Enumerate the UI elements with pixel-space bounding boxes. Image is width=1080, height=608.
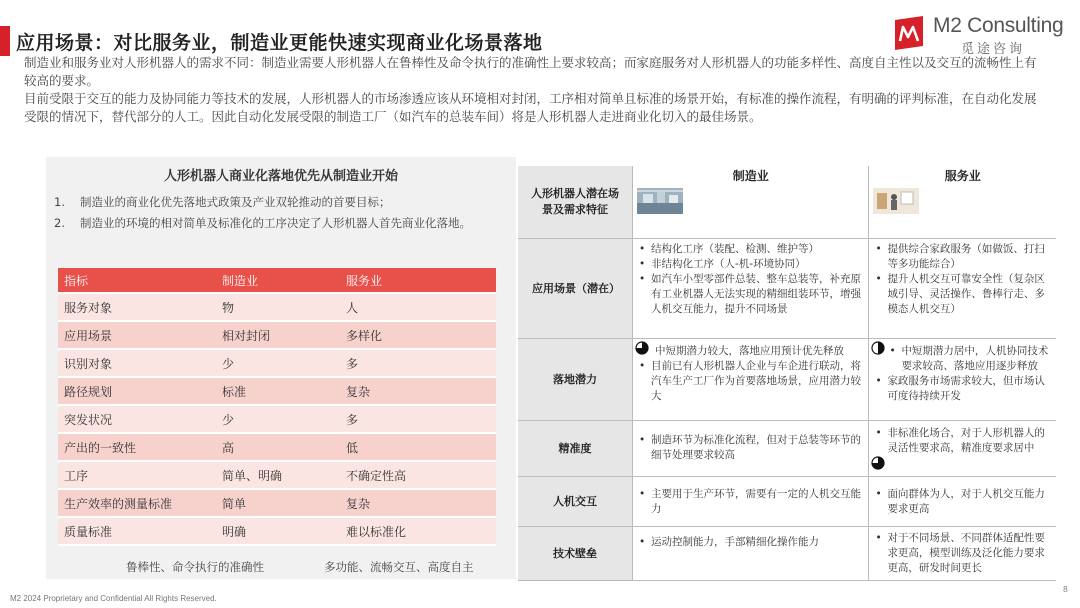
harvey-ball-icon: [871, 341, 885, 355]
service-summary: 多功能、流畅交互、高度自主: [324, 560, 474, 574]
left-panel-points: [54, 192, 509, 234]
left-panel-title: 人形机器人商业化落地优先从制造业开始: [163, 169, 398, 184]
home-service-image-icon: [873, 188, 919, 214]
column-header-manufacturing: [633, 166, 869, 239]
list-item: • 非结构化工序（人-机-环境协同）: [637, 257, 864, 272]
table-cell: 突发状况: [58, 405, 216, 433]
table-cell: 工序: [58, 461, 216, 489]
list-item: • 运动控制能力，手部精细化操作能力: [637, 535, 864, 550]
table-row: [518, 527, 1056, 581]
table-cell: 人: [340, 293, 496, 321]
table-cell: 简单: [216, 489, 340, 517]
table-row: [58, 517, 496, 545]
table-cell: 少: [216, 349, 340, 377]
table-row: [58, 293, 496, 321]
list-item: • 如汽车小型零部件总装、整车总装等，补充原有工业机器人无法实现的精细组装环节，增强人机交互能力，提升不同场景: [637, 272, 864, 317]
list-item: • 结构化工序（装配、检测、维护等）: [637, 242, 864, 257]
table-header-row: [58, 268, 496, 293]
table-cell: 多: [340, 405, 496, 433]
scenario-table: [518, 166, 1056, 581]
table-cell: 质量标准: [58, 517, 216, 545]
page-number: 8: [1062, 585, 1068, 594]
table-cell: 少: [216, 405, 340, 433]
list-item: [54, 213, 509, 234]
row-label: 应用场景（潜在）: [518, 239, 633, 339]
list-item: • 非标准化场合，对于人形机器人的灵活性要求高，精准度要求居中: [873, 426, 1052, 456]
list-item: • 目前已有人形机器人企业与车企进行联动，将汽车生产工厂作为首要落地场景，应用潜力较大: [637, 359, 864, 404]
manufacturing-summary: 鲁棒性、命令执行的准确性: [126, 560, 264, 574]
column-title: 制造业: [732, 169, 769, 183]
left-panel: [46, 157, 516, 579]
table-cell: [633, 239, 869, 339]
table-cell: [633, 421, 869, 477]
point-number: 1.: [54, 195, 65, 209]
table-cell: [869, 239, 1056, 339]
table-cell: 难以标准化: [340, 517, 496, 545]
list-item: 中短期潜力较大，落地应用预计优先释放: [655, 345, 844, 357]
table-row: [518, 477, 1056, 527]
table-cell: 简单、明确: [216, 461, 340, 489]
column-header: 服务业: [340, 268, 496, 293]
column-header: 指标: [58, 268, 216, 293]
table-cell: 路径规划: [58, 377, 216, 405]
table-cell: [869, 339, 1056, 421]
point-text: 制造业的商业化优先落地式政策及产业双轮推动的首要目标；: [80, 195, 391, 209]
table-row: [58, 461, 496, 489]
table-header-row: [518, 166, 1056, 239]
logo-chinese-name: 觅途咨询: [961, 42, 1026, 57]
list-item: • 提升人机交互可靠安全性（复杂区域引导、灵活操作、鲁棒行走、多模态人机交互）: [873, 272, 1052, 317]
table-row: [58, 489, 496, 517]
intro-paragraph-1: 制造业和服务业对人形机器人的需求不同：制造业需要人形机器人在鲁棒性及命令执行的准确性上要求较高；而家庭服务对人形机器人的功能多样性、高度自主性以及交互的流畅性上有较高的要求。: [24, 55, 1037, 88]
table-cell: 生产效率的测量标准: [58, 489, 216, 517]
table-cell: 明确: [216, 517, 340, 545]
title-accent-bar: [0, 26, 10, 56]
table-cell: 标准: [216, 377, 340, 405]
column-header-service: [869, 166, 1056, 239]
table-row: [518, 239, 1056, 339]
table-cell: [633, 477, 869, 527]
point-text: 制造业的环境的相对简单及标准化的工序决定了人形机器人首先商业化落地。: [80, 216, 471, 230]
factory-image-icon: [637, 188, 683, 214]
table-row: [58, 349, 496, 377]
table-cell: 低: [340, 433, 496, 461]
table-row: [58, 377, 496, 405]
table-cell: 应用场景: [58, 321, 216, 349]
list-item: • 提供综合家政服务（如做饭、打扫等多功能综合）: [873, 242, 1052, 272]
table-cell: 服务对象: [58, 293, 216, 321]
table-row: [58, 321, 496, 349]
row-label: 落地潜力: [518, 339, 633, 421]
list-item: • 对于不同场景、不同群体适配性要求更高，模型训练及泛化能力要求更高，研发时间更长: [873, 531, 1052, 576]
list-item: • 主要用于生产环节，需要有一定的人机交互能力: [637, 487, 864, 517]
column-header: 制造业: [216, 268, 340, 293]
comparison-table: [58, 268, 496, 546]
table-cell: [633, 527, 869, 581]
intro-text: [24, 54, 1044, 126]
table-cell: [869, 527, 1056, 581]
harvey-ball-icon: [635, 341, 649, 355]
table-cell: 复杂: [340, 377, 496, 405]
table-cell: 相对封闭: [216, 321, 340, 349]
table-cell: 产出的一致性: [58, 433, 216, 461]
table-cell: 识别对象: [58, 349, 216, 377]
table-cell: 多样化: [340, 321, 496, 349]
table-cell: [633, 339, 869, 421]
table-cell: 多: [340, 349, 496, 377]
logo-name: M2 Consulting: [933, 14, 1064, 37]
table-row: [518, 421, 1056, 477]
table-row: [58, 433, 496, 461]
harvey-ball-icon: [871, 456, 885, 470]
corner-label: 人形机器人潜在场景及需求特征: [518, 166, 633, 239]
page-title: 应用场景：对比服务业，制造业更能快速实现商业化场景落地: [16, 32, 543, 54]
list-item: [54, 192, 509, 213]
list-item: • 面向群体为人，对于人机交互能力要求更高: [873, 487, 1052, 517]
m2-logo-icon: [893, 16, 925, 50]
table-cell: 不确定性高: [340, 461, 496, 489]
table-row: [518, 339, 1056, 421]
intro-paragraph-2: 目前受限于交互的能力及协同能力等技术的发展，人形机器人的市场渗透应该从环境相对封闭，工序相对简单且标准的场景开始，有标准的操作流程，有明确的评判标准，在自动化发展受限的情况下，替代部分的人工。因此自动化发展受限的制造工厂（如汽车的总装车间）将是人形机器人走进商业化切入的最佳场景。: [24, 91, 1037, 124]
table-cell: 物: [216, 293, 340, 321]
table-cell: 复杂: [340, 489, 496, 517]
table-cell: [869, 421, 1056, 477]
logo: [893, 14, 1063, 56]
table-cell: 高: [216, 433, 340, 461]
column-title: 服务业: [944, 169, 981, 183]
copyright-notice: M2 2024 Proprietary and Confidential All Rights Reserved.: [10, 594, 217, 603]
point-number: 2.: [54, 216, 65, 230]
row-label: 精准度: [518, 421, 633, 477]
row-label: 人机交互: [518, 477, 633, 527]
table-row: [58, 405, 496, 433]
table-cell: [869, 477, 1056, 527]
list-item: • 制造环节为标准化流程，但对于总装等环节的细节处理要求较高: [637, 433, 864, 463]
list-item: • 中短期潜力居中，人机协同技术要求较高、落地应用逐步释放: [887, 344, 1052, 374]
row-label: 技术壁垒: [518, 527, 633, 581]
list-item: • 家政服务市场需求较大，但市场认可度待持续开发: [873, 374, 1052, 404]
